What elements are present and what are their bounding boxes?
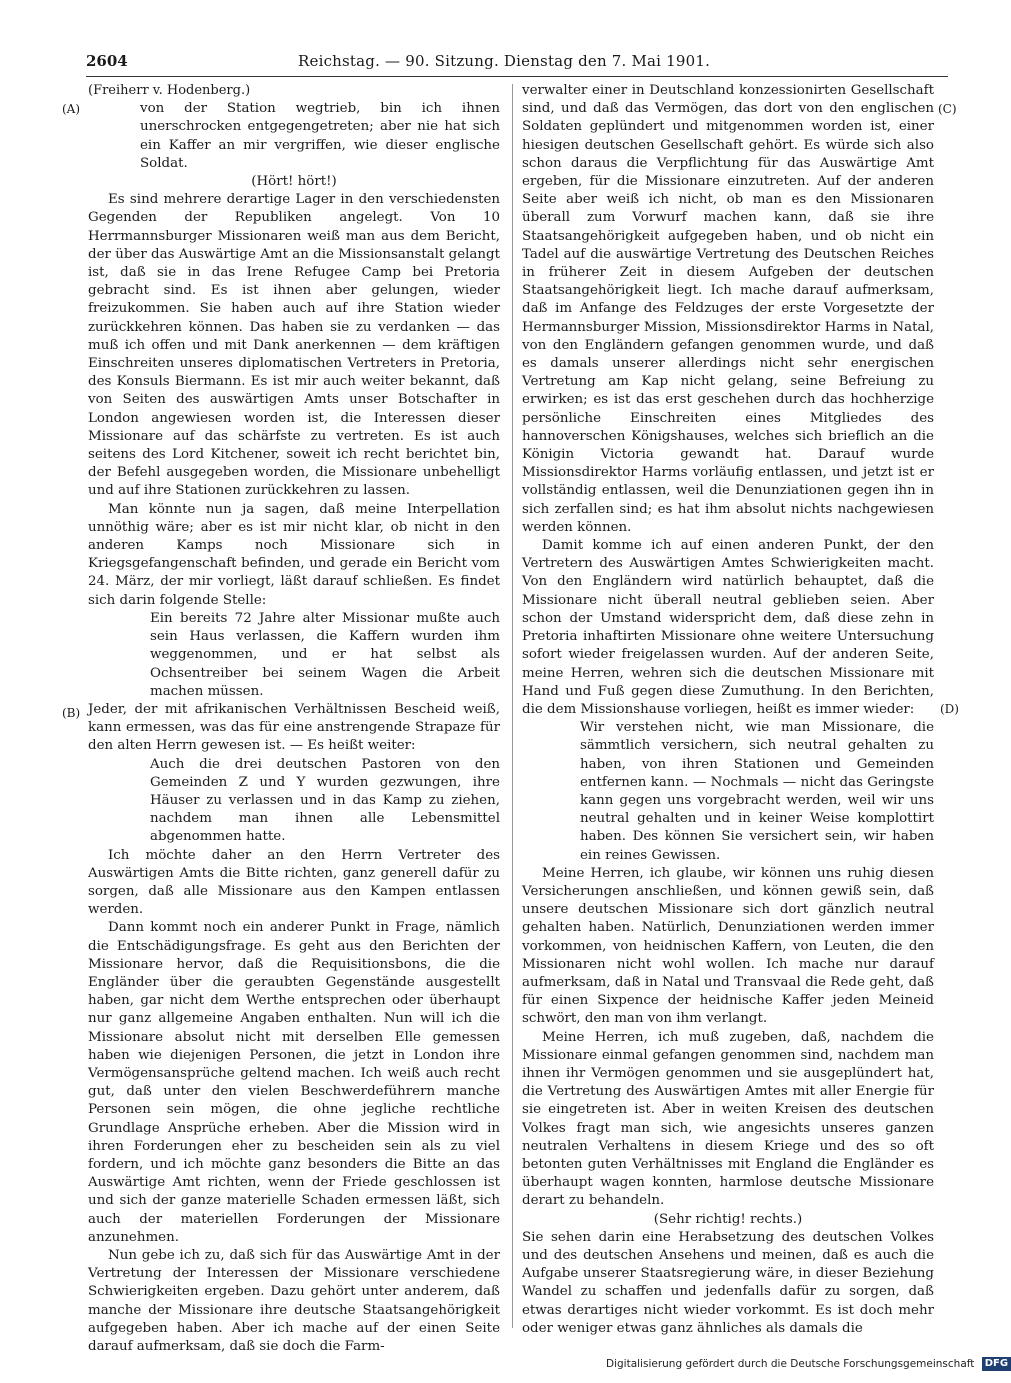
speaker-label: (Freiherr v. Hodenberg.) <box>88 83 251 98</box>
page-header <box>86 52 948 76</box>
footer-text: Digitalisierung gefördert durch die Deutsche Forschungsgemeinschaft <box>606 1358 975 1370</box>
interjection: (Hört! hört!) <box>251 174 337 190</box>
digitization-footer <box>606 1357 1009 1377</box>
column-divider <box>512 84 513 1328</box>
paragraph: Damit komme ich auf einen anderen Punkt, der den Vertretern des Auswärtigen Amtes Schwierigkeiten macht. Von den Engländern wird natürlich behauptet, daß die Missionare nicht überall neutral geblieben seien. Aber schon der Umstand widerspricht dem, daß diese zehn in Pretoria inhaftirten Missionare ohne weitere Untersuchung sofort wieder freigelassen wurden. Auf der anderen Seite, meine Herren, wehren sich die deutschen Missionare mit Hand und Fuß gegen diese Zumuthung. In den Berichten, die dem Missionshause vorliegen, heißt es immer wieder: <box>522 538 934 717</box>
paragraph: Man könnte nun ja sagen, daß meine Interpellation unnöthig wäre; aber es ist mir nicht klar, ob nicht in den anderen Kamps noch Missionare sich in Kriegsgefangenschaft befinden, und gerade ein Bericht vom 24. März, der mir vorliegt, läßt darauf schließen. Es findet sich darin folgende Stelle: <box>88 501 500 608</box>
paragraph: Es sind mehrere derartige Lager in den verschiedensten Gegenden der Republiken angelegt. Von 10 Herrmannsburger Missionaren weiß man aus dem Bericht, der über das Auswärtige Amt an die Missionsanstalt gelangt ist, daß sie in das Irene Refugee Camp bei Pretoria gebracht sind. Es ist ihnen aber gelungen, wieder freizukommen. Sie haben auch auf ihre Station wieder zurückkehren können. Das haben sie zu verdanken — das muß ich offen und mit Dank anerkennen — dem kräftigen Einschreiten unseres diplomatischen Vertreters in Pretoria, des Konsuls Biermann. Es ist mir auch weiter bekannt, daß von Seiten des auswärtigen Amts unser Botschafter in London angewiesen worden ist, die Interessen dieser Missionare auf das schärfste zu vertreten. Es ist auch seitens des Lord Kitchener, soweit ich recht berichtet bin, der Befehl ausgegeben worden, die Missionare unbehelligt und auf ihre Stationen zurückkehren zu lassen. <box>88 192 500 499</box>
page-number: 2604 <box>86 52 128 70</box>
quotation: Ein bereits 72 Jahre alter Missionar mußte auch sein Haus verlassen, die Kaffern wurden ihm weggenommen, und er hat selbst als Ochsentreiber bei seinem Wagen die Arbeit machen müssen. <box>150 610 500 699</box>
quotation: Wir verstehen nicht, wie man Missionare, die sämmtlich versichern, sich neutral gehalten zu haben, von ihren Stationen und Gemeinden entfernen kann. — Nochmals — nicht das Geringste kann gegen uns vorgebracht werden, weil wir uns neutral gehalten und in keiner Weise komplottirt haben. Des können Sie versichert sein, wir haben ein reines Gewissen. <box>580 720 934 863</box>
page-title: Reichstag. — 90. Sitzung. Dienstag den 7. Mai 1901. <box>298 52 711 70</box>
paragraph: Ich möchte daher an den Herrn Vertreter des Auswärtigen Amts die Bitte richten, ganz generell dafür zu sorgen, daß alle Missionare aus den Kampen entlassen werden. <box>88 847 500 918</box>
margin-mark-c: (C) <box>938 102 957 116</box>
dfg-logo: DFG <box>982 1357 1011 1371</box>
paragraph: verwalter einer in Deutschland konzessionirten Gesellschaft sind, und daß das Vermögen, das dort von den englischen Soldaten geplündert und mitgenommen worden ist, einer hiesigen deutschen Gesellschaft gehört. Es würde sich also schon daraus die Verpflichtung für das Auswärtige Amt ergeben, für die Missionare einzutreten. Auf der anderen Seite aber weiß ich nicht, ob man es den Missionaren überall zum Vorwurf machen kann, daß sie ihre Staatsangehörigkeit aufgegeben haben, und ob nicht ein Tadel auf die auswärtige Vertretung des Deutschen Reiches in früherer Zeit in diesem Aufgeben der deutschen Staatsangehörigkeit liegt. Ich mache darauf aufmerksam, daß im Anfange des Feldzuges der erste Vorgesetzte der Hermannsburger Mission, Missionsdirektor Harms in Natal, von den Engländern gefangen genommen wurde, und daß es damals unserer allerdings nicht sehr energischen Vertretung am Kap nicht gelang, seine Befreiung zu erwirken; es ist das erst geschehen durch das hochherzige persönliche Einschreiten eines Mitgliedes des hannoverschen Königshauses, welches sich brieflich an die Königin Victoria gewandt hat. Darauf wurde Missionsdirektor Harms vorläufig entlassen, und jetzt ist er vollständig entlassen, weil die Denunziationen gegen ihn in sich zerfallen sind; es hat ihm absolut nichts nachgewiesen werden können. <box>522 83 934 535</box>
quotation: Auch die drei deutschen Pastoren von den Gemeinden Z und Y wurden gezwungen, ihre Häuser zu verlassen und in das Kamp zu ziehen, nachdem man ihnen alle Lebensmittel abgenommen hatte. <box>150 756 500 845</box>
paragraph: Nun gebe ich zu, daß sich für das Auswärtige Amt in der Vertretung der Interessen der Missionare verschiedene Schwierigkeiten ergeben. Dazu gehört unter anderem, daß manche der Missionare ihre deutsche Staatsangehörigkeit aufgegeben haben. Aber ich mache auf der einen Seite darauf aufmerksam, daß sie doch die Farm- <box>88 1248 500 1355</box>
interjection: (Sehr richtig! rechts.) <box>653 1211 803 1227</box>
paragraph: von der Station wegtrieb, bin ich ihnen unerschrocken entgegengetreten; aber nie hat sich ein Kaffer an mir vergriffen, wie dieser englische Soldat. <box>140 101 500 171</box>
paragraph: Jeder, der mit afrikanischen Verhältnissen Bescheid weiß, kann ermessen, was das für eine anstrengende Strapaze für den alten Herrn gewesen ist. — Es heißt weiter: <box>88 701 500 754</box>
header-rule <box>86 76 948 77</box>
paragraph: Meine Herren, ich muß zugeben, daß, nachdem die Missionare einmal gefangen genommen sind, nachdem man ihnen ihr Vermögen genommen und sie ausgeplündert hat, die Vertretung des Auswärtigen Amtes mit aller Energie für sie eingetreten ist. Aber in weiten Kreisen des deutschen Volkes fragt man sich, wie angesichts unseres ganzen neutralen Verhaltens in diesem Kriege und des so oft betonten guten Verhältnisses mit England die Engländer es überhaupt wagen konnten, harmlose deutsche Missionare derart zu behandeln. <box>522 1029 934 1209</box>
paragraph: Meine Herren, ich glaube, wir können uns ruhig diesen Versicherungen anschließen, und können gewiß sein, daß unsere deutschen Missionare sich dort gänzlich neutral gehalten haben. Natürlich, Denunziationen werden immer vorkommen, von heidnischen Kaffern, von Leuten, die den Missionaren nicht wohl wollen. Ich mache nur darauf aufmerksam, daß in Natal und Transvaal die Rede geht, daß für einen Sixpence der heidnische Kaffer jeden Meineid schwört, den man von ihm verlangt. <box>522 865 934 1027</box>
paragraph: Dann kommt noch ein anderer Punkt in Frage, nämlich die Entschädigungsfrage. Es geht aus den Berichten der Missionare hervor, daß die Requisitionsbons, die die Engländer über die geraubten Gegenstände ausgestellt haben, gar nicht dem Werthe entsprechen oder überhaupt nur ganz allgemeine Angaben enthalten. Nun will ich die Missionare absolut nicht mit derselben Elle gemessen haben wie diejenigen Personen, die jetzt in London ihre Vermögensansprüche geltend machen. Ich weiß auch recht gut, daß unter den vielen Beschwerdeführern manche Personen sein mögen, die ohne jegliche rechtliche Grundlage Ansprüche erheben. Aber die Mission wird in ihren Forderungen eher zu bescheiden sein als zu viel fordern, und ich möchte ganz besonders die Bitte an das Auswärtige Amt richten, wenn der Friede geschlossen ist und sich der ganze materielle Schaden ermessen läßt, sich auch der materiellen Forderungen der Missionare anzunehmen. <box>88 920 500 1245</box>
left-column <box>88 82 500 1355</box>
paragraph: Sie sehen darin eine Herabsetzung des deutschen Volkes und des deutschen Ansehens und meinen, daß es auch die Aufgabe unserer Staatsregierung wäre, in dieser Beziehung Wandel zu schaffen und jedenfalls dafür zu sorgen, daß etwas derartiges nicht wieder vorkommt. Es ist doch mehr oder weniger etwas ganz ähnliches als damals die <box>522 1229 934 1336</box>
margin-mark-b: (B) <box>62 706 81 720</box>
margin-mark-a: (A) <box>62 102 81 116</box>
margin-mark-d: (D) <box>940 702 959 716</box>
right-column <box>522 82 934 1336</box>
